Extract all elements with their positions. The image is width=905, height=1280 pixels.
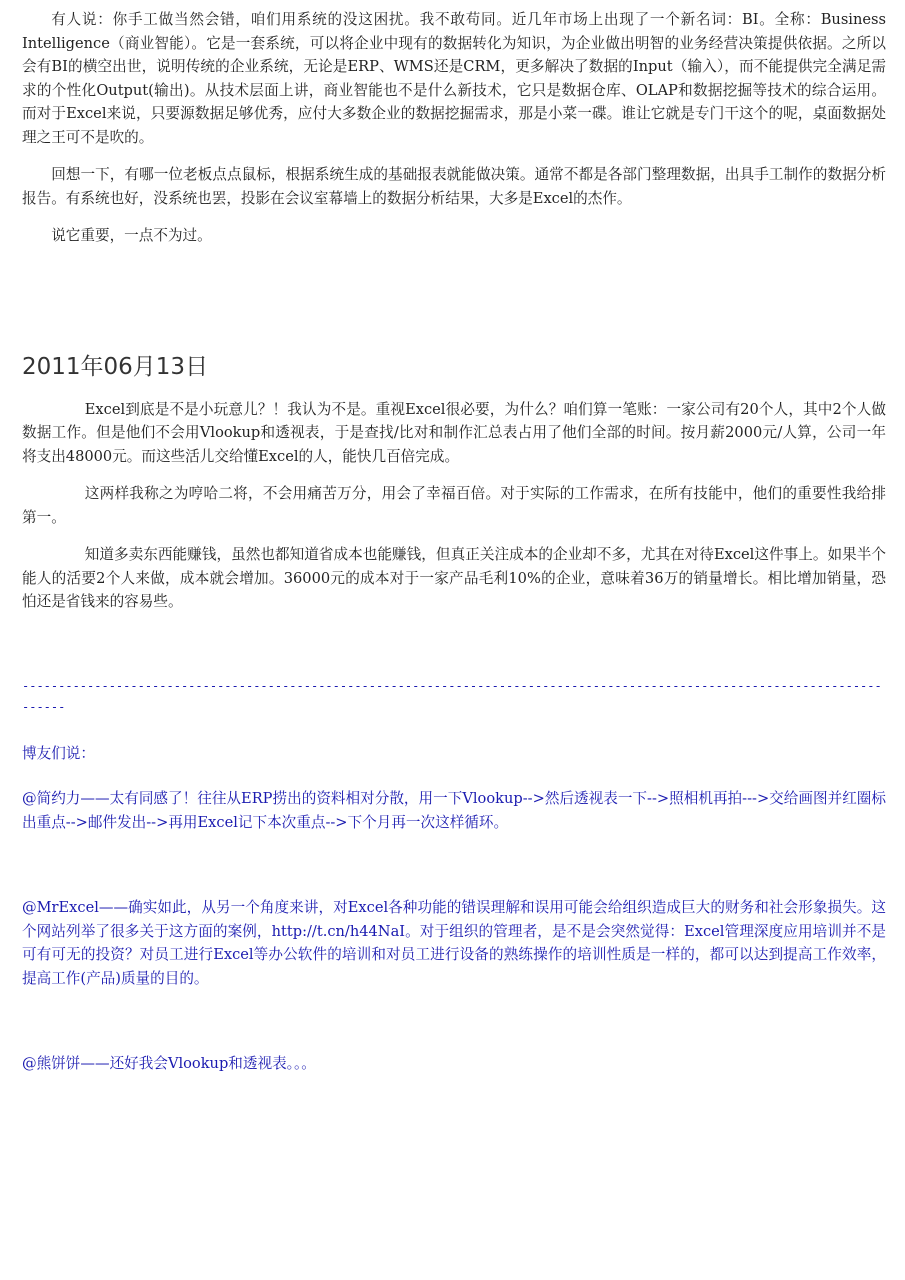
- spacer: [22, 990, 886, 1052]
- comments-heading: 博友们说：: [22, 744, 95, 762]
- spacer: [22, 718, 886, 742]
- spacer: [22, 834, 886, 896]
- document-page: [22, 8, 886, 1076]
- intro-paragraph-2: 回想一下，有哪一位老板点点鼠标，根据系统生成的基础报表就能做决策。通常不都是各部门整理数据，出具手工制作的数据分析报告。有系统也好，没系统也罢，投影在会议室幕墙上的数据分析结果，大多是Excel的杰作。: [22, 166, 886, 207]
- comment-mrexcel: @MrExcel——确实如此，从另一个角度来讲，对Excel各种功能的错误理解和误用可能会给组织造成巨大的财务和社会形象损失。这个网站列举了很多关于这方面的案例，http://t.cn/h44NaI。对于组织的管理者，是不是会突然觉得：Excel管理深度应用培训并不是可有可无的投资？对员工进行Excel等办公软件的培训和对员工进行设备的熟练操作的培训性质是一样的，都可以达到提高工作效率，提高工作(产品)质量的目的。: [22, 899, 886, 987]
- intro-paragraph-3: 说它重要，一点不为过。: [51, 227, 212, 244]
- post-paragraph-2: 这两样我称之为哼哈二将，不会用痛苦万分，用会了幸福百倍。对于实际的工作需求，在所有技能中，他们的重要性我给排第一。: [22, 485, 886, 526]
- comment-jianyueli: @简约力——太有同感了！往往从ERP捞出的资料相对分散，用一下Vlookup-->然后透视表一下-->照相机再拍--->交给画图并红圈标出重点-->邮件发出-->再用Excel记下本次重点-->下个月再一次这样循环。: [22, 790, 886, 831]
- spacer: [22, 248, 886, 352]
- post-paragraph-3: 知道多卖东西能赚钱，虽然也都知道省成本也能赚钱，但真正关注成本的企业却不多，尤其在对待Excel这件事上。如果半个能人的活要2个人来做，成本就会增加。36000元的成本对于一家产品毛利10%的企业，意味着36万的销量增长。相比增加销量，恐怕还是省钱来的容易些。: [22, 546, 886, 610]
- intro-paragraph-1: 有人说：你手工做当然会错，咱们用系统的没这困扰。我不敢苟同。近几年市场上出现了一个新名词：BI。全称：Business Intelligence（商业智能）。它是一套系统，可以将企业中现有的数据转化为知识，为企业做出明智的业务经营决策提供依据。之所以会有BI的横空出世，说明传统的企业系统，无论是ERP、WMS还是CRM，更多解决了数据的Input（输入），而不能提供完全满足需求的个性化Output(输出)。从技术层面上讲，商业智能也不是什么新技术，它只是数据仓库、OLAP和数据挖掘等技术的综合运用。而对于Excel来说，只要源数据足够优秀，应付大多数企业的数据挖掘需求，那是小菜一碟。谁让它就是专门干这个的呢，桌面数据处理之王可不是吹的。: [22, 11, 886, 146]
- comment-xiongbingbing: @熊饼饼——还好我会Vlookup和透视表。。。: [22, 1055, 316, 1072]
- dashed-divider: -----------------------------------------------------------------------------------------------------------------------------: [22, 678, 882, 714]
- post-paragraph-1: Excel到底是不是小玩意儿？！我认为不是。重视Excel很必要，为什么？咱们算一笔账：一家公司有20个人，其中2个人做数据工作。但是他们不会用Vlookup和透视表，于是查找/比对和制作汇总表占用了他们全部的时间。按月薪2000元/人算，公司一年将支出48000元。而这些活儿交给懂Excel的人，能快几百倍完成。: [22, 400, 886, 465]
- spacer: [22, 765, 886, 787]
- spacer: [22, 382, 886, 398]
- spacer: [22, 614, 886, 676]
- post-date-heading: 2011年06月13日: [22, 353, 209, 380]
